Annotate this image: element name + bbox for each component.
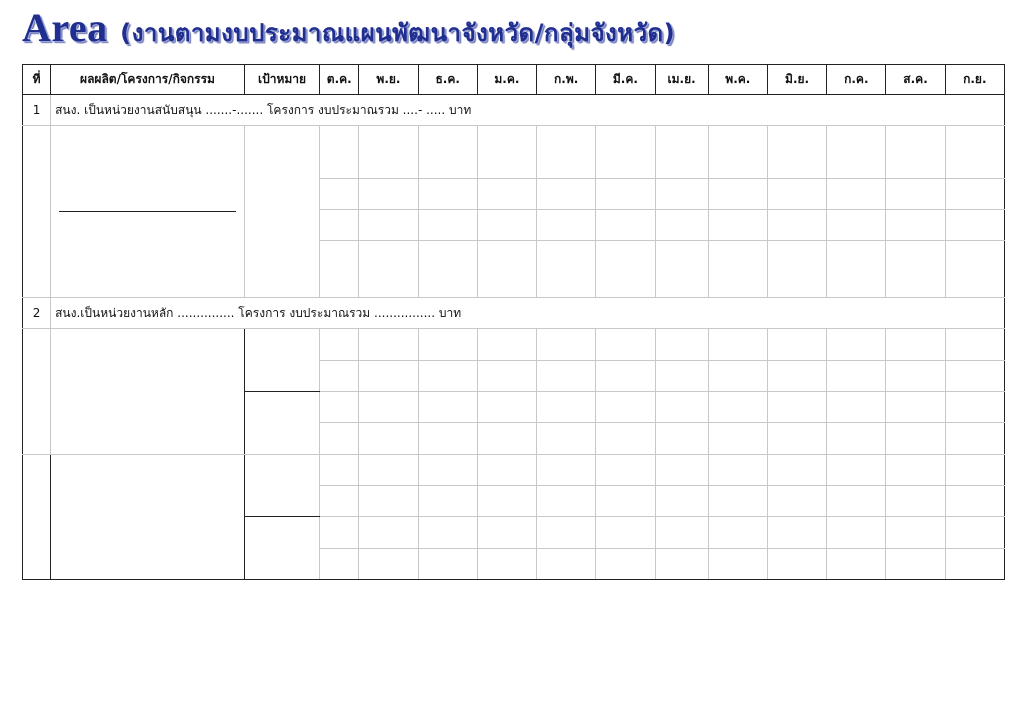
month-cell[interactable]: [477, 241, 536, 298]
month-cell[interactable]: [886, 423, 945, 454]
month-cell[interactable]: [418, 210, 477, 241]
month-cell[interactable]: [477, 360, 536, 391]
month-cell[interactable]: [596, 423, 655, 454]
month-cell[interactable]: [827, 391, 886, 422]
month-cell[interactable]: [655, 241, 708, 298]
month-cell[interactable]: [886, 391, 945, 422]
month-cell[interactable]: [418, 517, 477, 548]
month-cell[interactable]: [655, 210, 708, 241]
month-cell[interactable]: [320, 454, 359, 485]
header-row: [23, 65, 1005, 95]
activity-cell[interactable]: [51, 126, 245, 298]
header-month-jun: มิ.ย.: [767, 65, 826, 95]
month-cell[interactable]: [827, 485, 886, 516]
month-cell[interactable]: [945, 241, 1004, 298]
header-target: เป้าหมาย: [244, 65, 319, 95]
month-cell[interactable]: [418, 126, 477, 179]
month-cell[interactable]: [655, 329, 708, 360]
month-cell[interactable]: [537, 241, 596, 298]
month-cell[interactable]: [827, 360, 886, 391]
month-cell[interactable]: [320, 241, 359, 298]
month-cell[interactable]: [827, 423, 886, 454]
month-cell[interactable]: [477, 329, 536, 360]
month-cell[interactable]: [359, 178, 418, 209]
month-cell[interactable]: [708, 485, 767, 516]
month-cell[interactable]: [596, 391, 655, 422]
month-cell[interactable]: [537, 485, 596, 516]
month-cell[interactable]: [708, 360, 767, 391]
month-cell[interactable]: [767, 126, 826, 179]
month-cell[interactable]: [655, 360, 708, 391]
number-cell[interactable]: [23, 329, 51, 454]
month-cell[interactable]: [767, 178, 826, 209]
section-number: 2: [23, 298, 51, 329]
month-cell[interactable]: [945, 210, 1004, 241]
month-cell[interactable]: [320, 178, 359, 209]
month-cell[interactable]: [537, 329, 596, 360]
header-month-jan: ม.ค.: [477, 65, 536, 95]
month-cell[interactable]: [359, 329, 418, 360]
month-cell[interactable]: [418, 423, 477, 454]
month-cell[interactable]: [886, 178, 945, 209]
month-cell[interactable]: [320, 485, 359, 516]
month-cell[interactable]: [418, 391, 477, 422]
month-cell[interactable]: [537, 517, 596, 548]
header-month-may: พ.ค.: [708, 65, 767, 95]
month-cell[interactable]: [767, 210, 826, 241]
month-cell[interactable]: [418, 329, 477, 360]
month-cell[interactable]: [320, 126, 359, 179]
month-cell[interactable]: [477, 517, 536, 548]
header-month-nov: พ.ย.: [359, 65, 418, 95]
month-cell[interactable]: [767, 391, 826, 422]
month-cell[interactable]: [537, 126, 596, 179]
target-cell[interactable]: [244, 126, 319, 298]
month-cell[interactable]: [945, 548, 1004, 579]
month-cell[interactable]: [477, 485, 536, 516]
month-cell[interactable]: [708, 517, 767, 548]
month-cell[interactable]: [945, 391, 1004, 422]
activity-cell[interactable]: [51, 329, 245, 454]
month-cell[interactable]: [708, 241, 767, 298]
month-cell[interactable]: [655, 126, 708, 179]
month-cell[interactable]: [596, 454, 655, 485]
month-cell[interactable]: [827, 178, 886, 209]
month-cell[interactable]: [320, 517, 359, 548]
header-activity: ผลผลิต/โครงการ/กิจกรรม: [51, 65, 245, 95]
month-cell[interactable]: [418, 485, 477, 516]
month-cell[interactable]: [886, 485, 945, 516]
month-cell[interactable]: [767, 241, 826, 298]
month-cell[interactable]: [945, 178, 1004, 209]
month-cell[interactable]: [767, 360, 826, 391]
month-cell[interactable]: [418, 548, 477, 579]
month-cell[interactable]: [827, 210, 886, 241]
month-cell[interactable]: [767, 517, 826, 548]
month-cell[interactable]: [886, 454, 945, 485]
month-cell[interactable]: [418, 178, 477, 209]
table-row: [23, 329, 1005, 360]
month-cell[interactable]: [708, 391, 767, 422]
month-cell[interactable]: [477, 178, 536, 209]
month-cell[interactable]: [359, 210, 418, 241]
month-cell[interactable]: [708, 423, 767, 454]
month-cell[interactable]: [596, 126, 655, 179]
month-cell[interactable]: [596, 360, 655, 391]
month-cell[interactable]: [827, 241, 886, 298]
table-row: [23, 126, 1005, 179]
month-cell[interactable]: [537, 423, 596, 454]
month-cell[interactable]: [945, 485, 1004, 516]
target-cell[interactable]: [244, 517, 319, 580]
month-cell[interactable]: [886, 210, 945, 241]
month-cell[interactable]: [708, 126, 767, 179]
target-cell[interactable]: [244, 454, 319, 517]
month-cell[interactable]: [359, 548, 418, 579]
month-cell[interactable]: [655, 517, 708, 548]
month-cell[interactable]: [537, 178, 596, 209]
divider-line: [59, 211, 236, 212]
month-cell[interactable]: [655, 454, 708, 485]
month-cell[interactable]: [655, 485, 708, 516]
month-cell[interactable]: [886, 360, 945, 391]
header-month-jul: ก.ค.: [827, 65, 886, 95]
month-cell[interactable]: [767, 329, 826, 360]
month-cell[interactable]: [886, 241, 945, 298]
title-main: Area: [22, 5, 108, 50]
table-row: [23, 454, 1005, 485]
month-cell[interactable]: [320, 329, 359, 360]
month-cell[interactable]: [320, 210, 359, 241]
month-cell[interactable]: [359, 241, 418, 298]
month-cell[interactable]: [655, 178, 708, 209]
month-cell[interactable]: [359, 391, 418, 422]
month-cell[interactable]: [359, 360, 418, 391]
month-cell[interactable]: [359, 126, 418, 179]
month-cell[interactable]: [886, 548, 945, 579]
plan-table: [22, 64, 1005, 580]
month-cell[interactable]: [359, 423, 418, 454]
month-cell[interactable]: [477, 391, 536, 422]
month-cell[interactable]: [767, 548, 826, 579]
section-row-1: [23, 95, 1005, 126]
target-cell[interactable]: [244, 391, 319, 454]
month-cell[interactable]: [827, 548, 886, 579]
header-month-dec: ธ.ค.: [418, 65, 477, 95]
month-cell[interactable]: [359, 485, 418, 516]
month-cell[interactable]: [945, 454, 1004, 485]
section-row-2: [23, 298, 1005, 329]
month-cell[interactable]: [359, 454, 418, 485]
month-cell[interactable]: [320, 423, 359, 454]
header-month-sep: ก.ย.: [945, 65, 1004, 95]
month-cell[interactable]: [886, 329, 945, 360]
month-cell[interactable]: [827, 454, 886, 485]
month-cell[interactable]: [945, 329, 1004, 360]
month-cell[interactable]: [537, 210, 596, 241]
header-month-aug: ส.ค.: [886, 65, 945, 95]
month-cell[interactable]: [537, 360, 596, 391]
header-month-apr: เม.ย.: [655, 65, 708, 95]
month-cell[interactable]: [767, 454, 826, 485]
month-cell[interactable]: [945, 517, 1004, 548]
month-cell[interactable]: [477, 126, 536, 179]
section-number: 1: [23, 95, 51, 126]
header-month-mar: มี.ค.: [596, 65, 655, 95]
month-cell[interactable]: [708, 210, 767, 241]
title-subtitle: (งานตามงบประมาณแผนพัฒนาจังหวัด/กลุ่มจังหวัด): [120, 19, 676, 47]
month-cell[interactable]: [418, 241, 477, 298]
target-cell[interactable]: [244, 329, 319, 392]
month-cell[interactable]: [708, 178, 767, 209]
month-cell[interactable]: [596, 241, 655, 298]
header-month-feb: ก.พ.: [537, 65, 596, 95]
month-cell[interactable]: [477, 548, 536, 579]
month-cell[interactable]: [320, 360, 359, 391]
month-cell[interactable]: [655, 391, 708, 422]
month-cell[interactable]: [708, 329, 767, 360]
month-cell[interactable]: [596, 210, 655, 241]
month-cell[interactable]: [596, 548, 655, 579]
month-cell[interactable]: [477, 423, 536, 454]
month-cell[interactable]: [945, 423, 1004, 454]
section-text: สนง. เป็นหน่วยงานสนับสนุน .......-....... โครงการ งบประมาณรวม ....- ..... บาท: [51, 95, 1005, 126]
month-cell[interactable]: [596, 329, 655, 360]
month-cell[interactable]: [320, 391, 359, 422]
page-title: [22, 4, 675, 56]
activity-cell[interactable]: [51, 454, 245, 579]
section-text: สนง.เป็นหน่วยงานหลัก ............... โครงการ งบประมาณรวม ................ บาท: [51, 298, 1005, 329]
month-cell[interactable]: [418, 454, 477, 485]
month-cell[interactable]: [945, 126, 1004, 179]
header-no: ที่: [23, 65, 51, 95]
month-cell[interactable]: [827, 126, 886, 179]
number-cell[interactable]: [23, 126, 51, 298]
month-cell[interactable]: [477, 210, 536, 241]
month-cell[interactable]: [827, 329, 886, 360]
number-cell[interactable]: [23, 454, 51, 579]
month-cell[interactable]: [359, 517, 418, 548]
month-cell[interactable]: [886, 126, 945, 179]
month-cell[interactable]: [537, 548, 596, 579]
month-cell[interactable]: [655, 423, 708, 454]
header-month-oct: ต.ค.: [320, 65, 359, 95]
month-cell[interactable]: [537, 454, 596, 485]
month-cell[interactable]: [596, 485, 655, 516]
month-cell[interactable]: [655, 548, 708, 579]
month-cell[interactable]: [708, 454, 767, 485]
month-cell[interactable]: [945, 360, 1004, 391]
month-cell[interactable]: [708, 548, 767, 579]
month-cell[interactable]: [537, 391, 596, 422]
month-cell[interactable]: [767, 485, 826, 516]
month-cell[interactable]: [596, 517, 655, 548]
month-cell[interactable]: [596, 178, 655, 209]
month-cell[interactable]: [886, 517, 945, 548]
month-cell[interactable]: [827, 517, 886, 548]
month-cell[interactable]: [477, 454, 536, 485]
month-cell[interactable]: [320, 548, 359, 579]
month-cell[interactable]: [767, 423, 826, 454]
month-cell[interactable]: [418, 360, 477, 391]
